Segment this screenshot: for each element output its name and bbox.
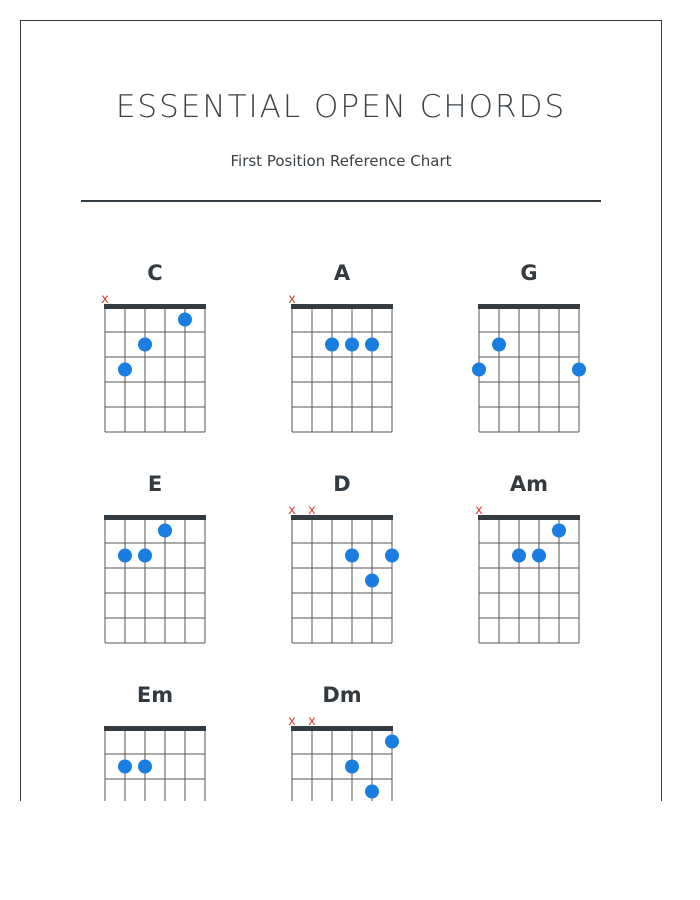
finger-dot [345,549,359,563]
chord-name: C [147,261,163,285]
finger-dot [572,363,586,377]
finger-dot [512,549,526,563]
chord-c [85,261,225,441]
muted-string-mark: x [288,714,296,729]
finger-dot [345,760,359,774]
finger-dot [492,338,506,352]
chord-name: G [520,261,538,285]
finger-dot [118,549,132,563]
finger-dot [345,338,359,352]
nut [104,304,206,309]
chord-diagram [272,709,412,801]
finger-dot [118,363,132,377]
chord-g [459,261,599,441]
finger-dot [552,524,566,538]
finger-dot [532,549,546,563]
finger-dot [178,313,192,327]
page-subtitle: First Position Reference Chart [230,152,452,170]
nut [291,515,393,520]
chord-diagram [272,287,412,437]
finger-dot [158,524,172,538]
finger-dot [138,760,152,774]
chord-a [272,261,412,441]
muted-string-mark: x [308,714,316,729]
nut [478,515,580,520]
nut [291,304,393,309]
chord-diagram [459,287,599,437]
chord-em [85,683,225,801]
finger-dot [138,549,152,563]
finger-dot [385,735,399,749]
chord-name: E [147,472,163,496]
muted-string-mark: x [101,292,109,307]
finger-dot [325,338,339,352]
muted-string-mark: x [288,292,296,307]
chord-diagram [272,498,412,648]
chord-am [459,472,599,652]
finger-dot [365,574,379,588]
finger-dot [365,338,379,352]
chord-name: Em [136,683,174,707]
finger-dot [118,760,132,774]
muted-string-mark: x [308,503,316,518]
chord-chart-sheet [20,20,662,801]
nut [104,515,206,520]
chord-name: A [333,261,351,285]
nut [478,304,580,309]
finger-dot [138,338,152,352]
chord-name: Am [509,472,549,496]
finger-dot [365,785,379,799]
chord-name: D [333,472,351,496]
title-divider [81,200,601,202]
finger-dot [385,549,399,563]
chord-name: Dm [322,683,362,707]
chord-diagram [459,498,599,648]
chord-e [85,472,225,652]
chord-dm [272,683,412,801]
finger-dot [472,363,486,377]
nut [291,726,393,731]
chord-diagram [85,709,225,801]
chord-diagram [85,287,225,437]
page-title: ESSENTIAL OPEN CHORDS [115,89,567,125]
muted-string-mark: x [288,503,296,518]
muted-string-mark: x [475,503,483,518]
chord-d [272,472,412,652]
chord-diagram [85,498,225,648]
nut [104,726,206,731]
